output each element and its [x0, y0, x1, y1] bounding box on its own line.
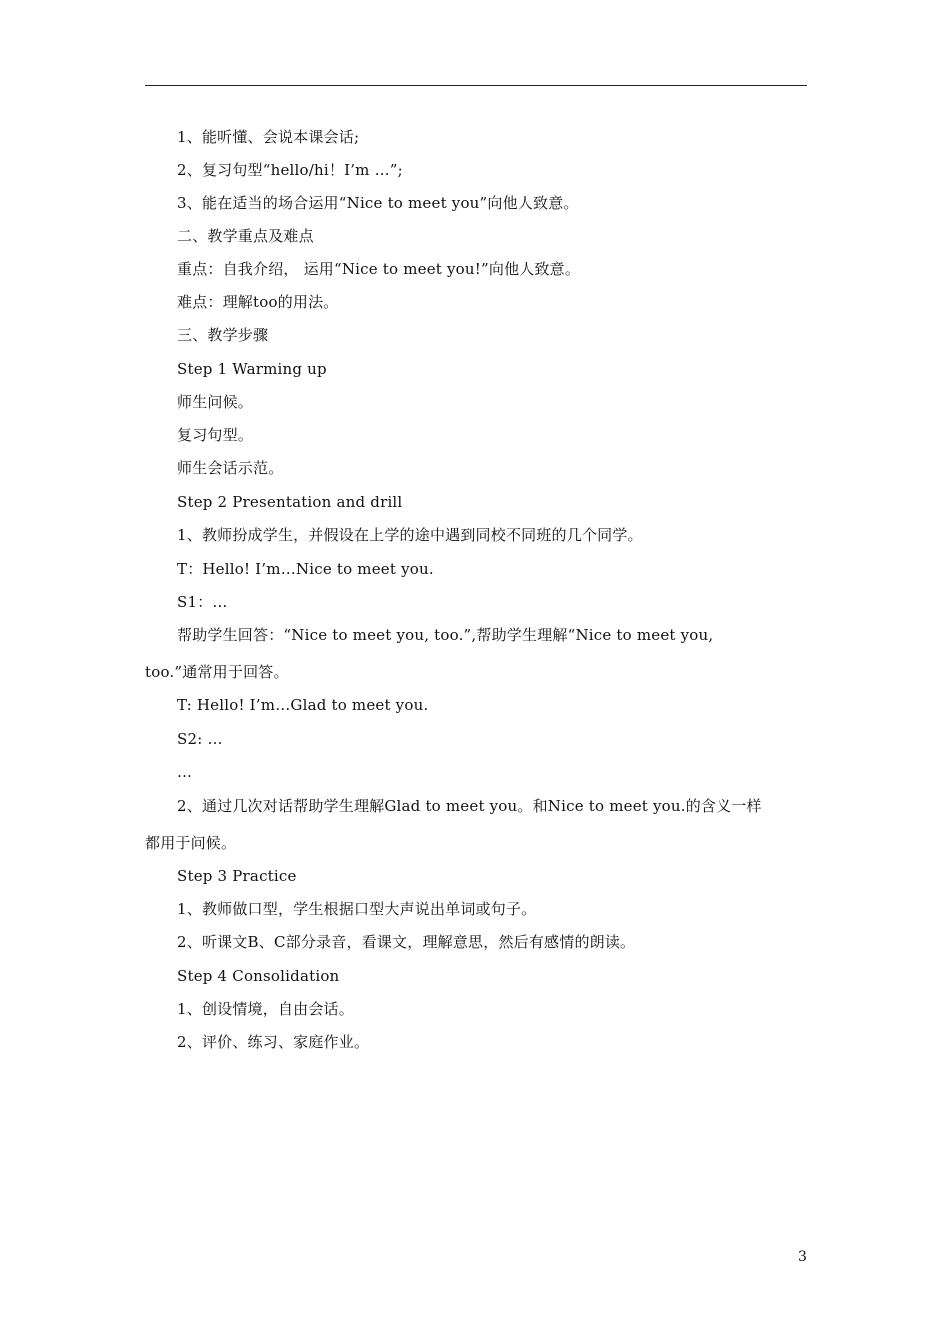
section-heading-steps: 三、教学步骤 [177, 326, 269, 344]
step-4-item-1: 1、创设情境，自由会话。 [177, 1000, 354, 1018]
dialogue-line-t1: T：Hello! I’m…Nice to meet you. [177, 560, 434, 578]
objective-1: 1、能听懂、会说本课会话; [177, 128, 360, 146]
step-3-heading: Step 3 Practice [177, 867, 297, 885]
objective-3: 3、能在适当的场合运用“Nice to meet you”向他人致意。 [177, 194, 579, 212]
step-3-item-2: 2、听课文B、C部分录音，看课文，理解意思，然后有感情的朗读。 [177, 933, 636, 951]
key-point: 重点：自我介绍， 运用“Nice to meet you!”向他人致意。 [177, 260, 581, 278]
step-2-item-2-continuation: 都用于问候。 [145, 834, 237, 852]
step-2-heading: Step 2 Presentation and drill [177, 493, 403, 511]
dialogue-line-s2: S2: … [177, 730, 223, 748]
help-answer-continuation: too.”通常用于回答。 [145, 663, 289, 681]
step-1-item-2: 复习句型。 [177, 426, 254, 444]
step-3-item-1: 1、教师做口型，学生根据口型大声说出单词或句子。 [177, 900, 537, 918]
dialogue-line-s1: S1：… [177, 593, 228, 611]
dialogue-ellipsis: … [177, 763, 193, 781]
step-1-item-3: 师生会话示范。 [177, 459, 284, 477]
step-2-item-1: 1、教师扮成学生，并假设在上学的途中遇到同校不同班的几个同学。 [177, 526, 643, 544]
page-number: 3 [798, 1249, 807, 1265]
step-4-heading: Step 4 Consolidation [177, 967, 340, 985]
header-rule [145, 85, 807, 86]
step-4-item-2: 2、评价、练习、家庭作业。 [177, 1033, 370, 1051]
dialogue-line-t2: T: Hello! I’m…Glad to meet you. [177, 696, 429, 714]
help-answer-line: 帮助学生回答：“Nice to meet you, too.”,帮助学生理解“Nice to meet you, [177, 626, 714, 644]
section-heading-key-points: 二、教学重点及难点 [177, 227, 314, 245]
objective-2: 2、复习句型“hello/hi！I’m …”; [177, 161, 403, 179]
step-1-heading: Step 1 Warming up [177, 360, 327, 378]
step-1-item-1: 师生问候。 [177, 393, 254, 411]
step-2-item-2: 2、通过几次对话帮助学生理解Glad to meet you。和Nice to meet you.的含义一样 [177, 797, 762, 815]
difficult-point: 难点：理解too的用法。 [177, 293, 339, 311]
